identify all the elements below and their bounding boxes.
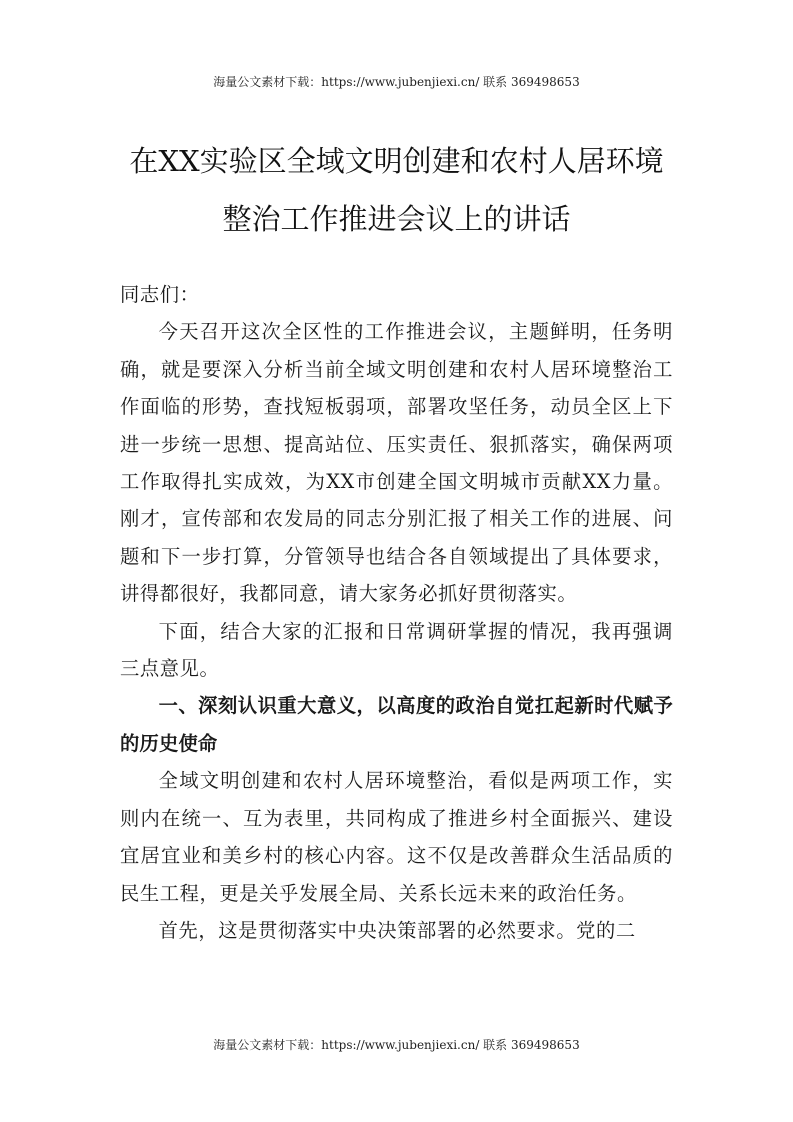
page-header: 海量公文素材下载：https://www.jubenjiexi.cn/ 联系 369498653: [213, 75, 580, 89]
title-line-1: 在XX实验区全域文明创建和农村人居环境: [129, 144, 664, 178]
paragraph-4: 首先，这是贯彻落实中央决策部署的必然要求。党的二: [158, 918, 636, 942]
salutation: 同志们：: [120, 283, 200, 306]
page-footer: 海量公文素材下载：https://www.jubenjiexi.cn/ 联系 369498653: [213, 1038, 580, 1052]
paragraph-2: 下面，结合大家的汇报和日常调研掌握的情况，我再强调三点意见。: [120, 619, 673, 681]
paragraph-1: 今天召开这次全区性的工作推进会议，主题鲜明，任务明确，就是要深入分析当前全域文明创建和农村人居环境整治工作面临的形势，查找短板弱项，部署攻坚任务，动员全区上下进一步统一思想、提高站位、压实责任、狠抓落实，确保两项工作取得扎实成效，为XX市创建全国文明城市贡献XX力量。刚才，宣传部和农发局的同志分别汇报了相关工作的进展、问题和下一步打算，分管领导也结合各自领域提出了具体要求，讲得都很好，我都同意，请大家务必抓好贯彻落实。: [120, 320, 673, 606]
paragraph-3: 全域文明创建和农村人居环境整治，看似是两项工作，实则内在统一、互为表里，共同构成了推进乡村全面振兴、建设宜居宜业和美乡村的核心内容。这不仅是改善群众生活品质的民生工程，更是关乎发展全局、关系长远未来的政治任务。: [120, 769, 673, 905]
document-title: [118, 132, 675, 248]
section-heading-1: 一、深刻认识重大意义，以高度的政治自觉扛起新时代赋予的历史使命: [120, 694, 673, 755]
title-line-2: 整治工作推进会议上的讲话: [222, 202, 571, 236]
document-body: [120, 276, 673, 949]
